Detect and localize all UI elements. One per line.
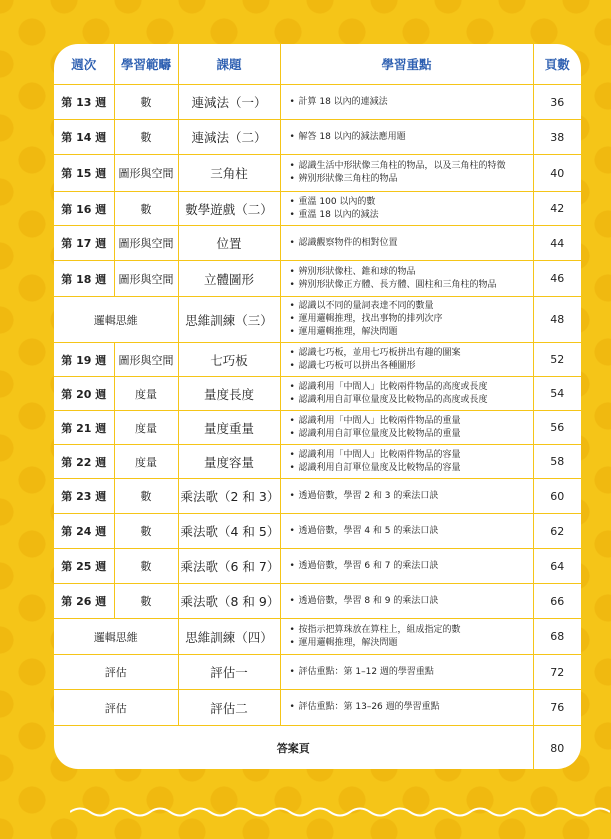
- row-week: 第 22 週: [54, 445, 114, 479]
- focus-list: [289, 701, 531, 714]
- bottom-wave-decoration: [70, 805, 610, 819]
- answer-label: 答案頁: [54, 726, 533, 770]
- header-week: 週次: [54, 44, 114, 85]
- row-area: 數: [114, 514, 178, 549]
- row-page: 52: [533, 343, 581, 377]
- focus-list: [289, 624, 531, 650]
- row-focus: [280, 85, 533, 120]
- row-topic: 數學遊戲（二）: [178, 192, 280, 226]
- focus-point: • 重溫 100 以內的數: [299, 196, 531, 209]
- row-focus: [280, 261, 533, 297]
- header-page: 頁數: [533, 44, 581, 85]
- row-category: 評估: [54, 655, 178, 690]
- row-topic: 乘法歌（8 和 9）: [178, 584, 280, 619]
- focus-list: [289, 525, 531, 538]
- focus-point: • 認識以不同的量詞表達不同的數量: [299, 300, 531, 313]
- row-page: 46: [533, 261, 581, 297]
- focus-list: [289, 595, 531, 608]
- focus-point: • 計算 18 以內的連減法: [299, 96, 531, 109]
- focus-point: • 透過倍數，學習 6 和 7 的乘法口訣: [299, 560, 531, 573]
- header-topic: 課題: [178, 44, 280, 85]
- focus-list: [289, 266, 531, 292]
- focus-list: [289, 560, 531, 573]
- table-row: [54, 297, 581, 343]
- focus-point: • 認識利用自訂單位量度及比較物品的容量: [299, 462, 531, 475]
- row-focus: [280, 226, 533, 261]
- row-page: 38: [533, 120, 581, 155]
- focus-point: • 認識利用「中間人」比較兩件物品的重量: [299, 415, 531, 428]
- focus-point: • 認識利用「中間人」比較兩件物品的容量: [299, 449, 531, 462]
- row-page: 36: [533, 85, 581, 120]
- row-page: 64: [533, 549, 581, 584]
- row-week: 第 21 週: [54, 411, 114, 445]
- focus-point: • 認識利用自訂單位量度及比較物品的高度或長度: [299, 394, 531, 407]
- row-category: 評估: [54, 690, 178, 726]
- row-week: 第 26 週: [54, 584, 114, 619]
- table-row: [54, 85, 581, 120]
- row-week: 第 14 週: [54, 120, 114, 155]
- focus-point: • 評估重點：第 1–12 週的學習重點: [299, 666, 531, 679]
- row-week: 第 16 週: [54, 192, 114, 226]
- row-topic: 思維訓練（四）: [178, 619, 280, 655]
- row-focus: [280, 343, 533, 377]
- row-topic: 乘法歌（6 和 7）: [178, 549, 280, 584]
- row-area: 度量: [114, 411, 178, 445]
- row-week: 第 18 週: [54, 261, 114, 297]
- focus-point: • 重溫 18 以內的減法: [299, 209, 531, 222]
- row-week: 第 19 週: [54, 343, 114, 377]
- row-focus: [280, 584, 533, 619]
- row-category: 邏輯思維: [54, 297, 178, 343]
- row-page: 68: [533, 619, 581, 655]
- table-row: [54, 584, 581, 619]
- focus-point: • 認識利用「中間人」比較兩件物品的高度或長度: [299, 381, 531, 394]
- row-focus: [280, 479, 533, 514]
- row-week: 第 17 週: [54, 226, 114, 261]
- focus-point: • 運用邏輯推理，找出事物的排列次序: [299, 313, 531, 326]
- header-area: 學習範疇: [114, 44, 178, 85]
- answer-page: 80: [550, 741, 565, 755]
- table-row: [54, 120, 581, 155]
- table-row: [54, 549, 581, 584]
- focus-point: • 透過倍數，學習 4 和 5 的乘法口訣: [299, 525, 531, 538]
- row-topic: 七巧板: [178, 343, 280, 377]
- table-row: [54, 445, 581, 479]
- focus-point: • 辨別形狀像正方體、長方體、圓柱和三角柱的物品: [299, 279, 531, 292]
- row-page: 40: [533, 155, 581, 192]
- row-area: 數: [114, 85, 178, 120]
- focus-point: • 認識利用自訂單位量度及比較物品的重量: [299, 428, 531, 441]
- table-row: [54, 411, 581, 445]
- answer-row: [54, 726, 581, 770]
- table-row: [54, 377, 581, 411]
- row-topic: 三角柱: [178, 155, 280, 192]
- row-category: 邏輯思維: [54, 619, 178, 655]
- focus-point: • 辨別形狀像三角柱的物品: [299, 173, 531, 186]
- row-focus: [280, 120, 533, 155]
- row-week: 第 20 週: [54, 377, 114, 411]
- row-focus: [280, 377, 533, 411]
- focus-point: • 解答 18 以內的減法應用題: [299, 131, 531, 144]
- focus-list: [289, 666, 531, 679]
- row-topic: 量度長度: [178, 377, 280, 411]
- focus-list: [289, 131, 531, 144]
- row-area: 數: [114, 584, 178, 619]
- row-page: 72: [533, 655, 581, 690]
- row-page: 56: [533, 411, 581, 445]
- table-row: [54, 192, 581, 226]
- focus-point: • 認識七巧板，並用七巧板拼出有趣的圖案: [299, 347, 531, 360]
- table-row: [54, 155, 581, 192]
- focus-point: • 按指示把算珠放在算柱上，組成指定的數: [299, 624, 531, 637]
- table-row: [54, 226, 581, 261]
- row-page: 76: [533, 690, 581, 726]
- contents-table: [54, 44, 581, 769]
- focus-point: • 辨別形狀像柱、錐和球的物品: [299, 266, 531, 279]
- row-topic: 量度重量: [178, 411, 280, 445]
- row-area: 數: [114, 549, 178, 584]
- table-row: [54, 619, 581, 655]
- row-focus: [280, 445, 533, 479]
- row-focus: [280, 155, 533, 192]
- focus-point: • 認識觀察物件的相對位置: [299, 237, 531, 250]
- focus-point: • 運用邏輯推理，解決問題: [299, 326, 531, 339]
- row-week: 第 13 週: [54, 85, 114, 120]
- row-topic: 連減法（二）: [178, 120, 280, 155]
- row-page: 62: [533, 514, 581, 549]
- focus-point: • 透過倍數，學習 8 和 9 的乘法口訣: [299, 595, 531, 608]
- row-focus: [280, 297, 533, 343]
- focus-list: [289, 160, 531, 186]
- row-topic: 乘法歌（4 和 5）: [178, 514, 280, 549]
- row-area: 度量: [114, 445, 178, 479]
- row-area: 數: [114, 192, 178, 226]
- table-row: [54, 514, 581, 549]
- focus-list: [289, 490, 531, 503]
- focus-list: [289, 415, 531, 441]
- row-topic: 思維訓練（三）: [178, 297, 280, 343]
- row-topic: 評估一: [178, 655, 280, 690]
- row-week: 第 24 週: [54, 514, 114, 549]
- row-area: 圖形與空間: [114, 261, 178, 297]
- row-area: 圖形與空間: [114, 155, 178, 192]
- row-week: 第 23 週: [54, 479, 114, 514]
- focus-point: • 認識生活中形狀像三角柱的物品，以及三角柱的特徵: [299, 160, 531, 173]
- row-page: 44: [533, 226, 581, 261]
- row-page: 58: [533, 445, 581, 479]
- table-row: [54, 261, 581, 297]
- row-focus: [280, 619, 533, 655]
- row-topic: 位置: [178, 226, 280, 261]
- row-topic: 量度容量: [178, 445, 280, 479]
- row-page: 60: [533, 479, 581, 514]
- row-topic: 乘法歌（2 和 3）: [178, 479, 280, 514]
- row-topic: 連減法（一）: [178, 85, 280, 120]
- row-page: 66: [533, 584, 581, 619]
- row-area: 數: [114, 120, 178, 155]
- table-row: [54, 655, 581, 690]
- table-row: [54, 479, 581, 514]
- focus-list: [289, 449, 531, 475]
- header-focus: 學習重點: [280, 44, 533, 85]
- row-page: 42: [533, 192, 581, 226]
- row-area: 度量: [114, 377, 178, 411]
- row-area: 圖形與空間: [114, 226, 178, 261]
- focus-list: [289, 300, 531, 339]
- focus-list: [289, 196, 531, 222]
- focus-list: [289, 237, 531, 250]
- row-area: 圖形與空間: [114, 343, 178, 377]
- row-page: 54: [533, 377, 581, 411]
- row-week: 第 15 週: [54, 155, 114, 192]
- row-week: 第 25 週: [54, 549, 114, 584]
- row-focus: [280, 690, 533, 726]
- focus-list: [289, 96, 531, 109]
- focus-list: [289, 381, 531, 407]
- focus-list: [289, 347, 531, 373]
- row-topic: 評估二: [178, 690, 280, 726]
- row-page: 48: [533, 297, 581, 343]
- focus-point: • 評估重點：第 13–26 週的學習重點: [299, 701, 531, 714]
- row-area: 數: [114, 479, 178, 514]
- table-row: [54, 690, 581, 726]
- focus-point: • 運用邏輯推理，解決問題: [299, 637, 531, 650]
- row-focus: [280, 655, 533, 690]
- table-row: [54, 343, 581, 377]
- header-row: [54, 44, 581, 85]
- row-topic: 立體圖形: [178, 261, 280, 297]
- focus-point: • 認識七巧板可以拼出各種圖形: [299, 360, 531, 373]
- table-of-contents-card: [54, 44, 581, 769]
- row-focus: [280, 549, 533, 584]
- row-focus: [280, 411, 533, 445]
- row-focus: [280, 514, 533, 549]
- row-focus: [280, 192, 533, 226]
- focus-point: • 透過倍數，學習 2 和 3 的乘法口訣: [299, 490, 531, 503]
